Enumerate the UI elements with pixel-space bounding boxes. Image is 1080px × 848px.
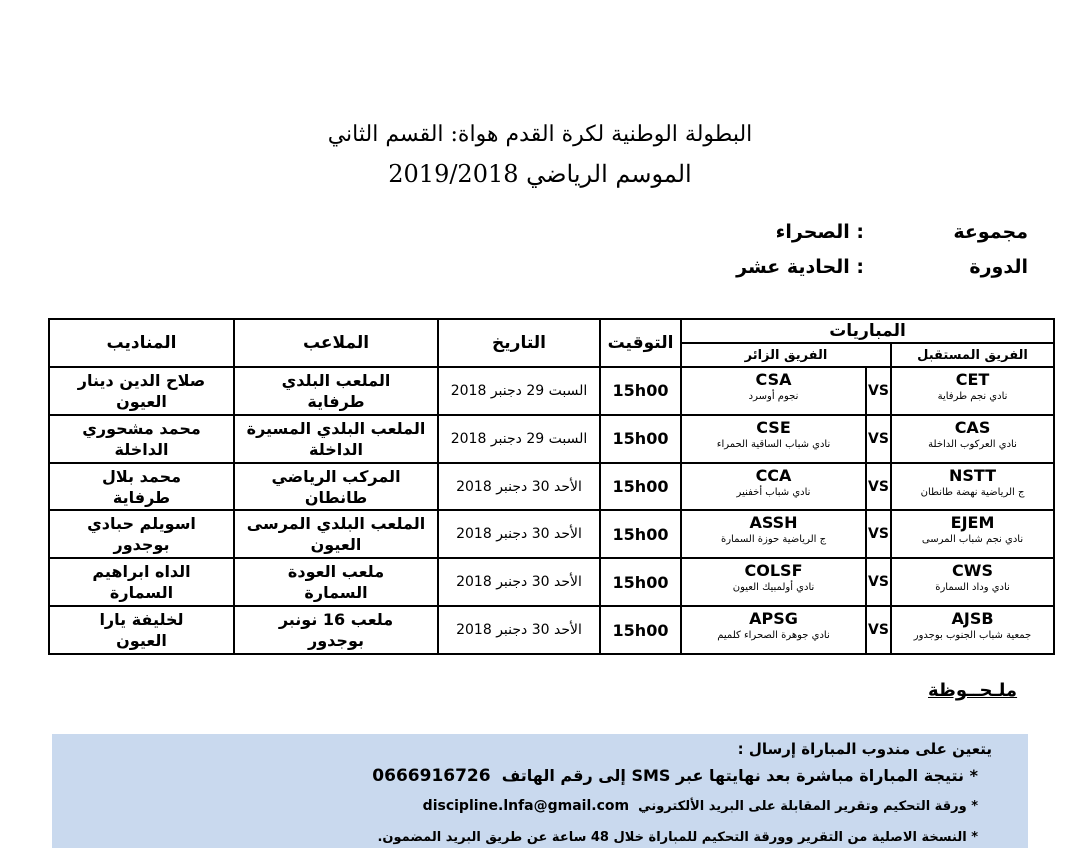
stadium-cell (234, 606, 438, 654)
away-team-code: CCA (755, 465, 792, 485)
table-row (49, 510, 1054, 558)
stadium-name: المركب الرياضي (271, 466, 401, 486)
away-team-name: نادي شباب الساقية الحمراء (716, 438, 831, 450)
match-date: السبت 29 دجنبر 2018 (438, 367, 600, 415)
away-team-name: نادي أولمبيك العيون (732, 582, 815, 594)
home-team-header: الفريق المستقبل (891, 343, 1054, 367)
note-item-original (377, 830, 978, 845)
home-team-cell (891, 367, 1054, 415)
bullet: * (971, 799, 978, 814)
stadium-city: طرفاية (307, 391, 365, 411)
table-row (49, 367, 1054, 415)
group-value: : الصحراء (775, 221, 864, 243)
delegate-name: الداه ابراهيم (92, 562, 191, 582)
championship-title: البطولة الوطنية لكرة القدم هواة: القسم الثاني (327, 122, 753, 147)
delegate-cell (49, 606, 234, 654)
match-time: 15h00 (600, 367, 681, 415)
away-team-code: ASSH (749, 513, 798, 533)
away-team-name: نادي جوهرة الصحراء كلميم (717, 630, 830, 642)
stadium-name: الملعب البلدي المرسى (246, 514, 426, 534)
away-team-cell (681, 606, 866, 654)
match-date: الأحد 30 دجنبر 2018 (438, 463, 600, 511)
home-team-cell (891, 510, 1054, 558)
match-time: 15h00 (600, 558, 681, 606)
stadium-cell (234, 510, 438, 558)
home-team-code: NSTT (948, 465, 997, 485)
match-time: 15h00 (600, 463, 681, 511)
home-team-cell (891, 558, 1054, 606)
bullet: * (971, 830, 978, 845)
stadium-name: ملعب العودة (287, 562, 385, 582)
delegate-cell (49, 558, 234, 606)
matches-header: المباريات (681, 319, 1054, 343)
stadium-city: السمارة (304, 583, 368, 603)
table-row (49, 606, 1054, 654)
delegate-cell (49, 463, 234, 511)
delegate-name: محمد مشحوري (82, 418, 201, 438)
away-team-cell (681, 463, 866, 511)
home-team-name: ج الرياضية نهضة طانطان (920, 486, 1025, 498)
away-team-code: CSE (756, 417, 791, 437)
home-team-code: EJEM (950, 513, 995, 533)
home-team-code: CAS (954, 417, 991, 437)
note-title: ملـحــوظة (928, 680, 1018, 701)
match-date: السبت 29 دجنبر 2018 (438, 415, 600, 463)
away-team-code: COLSF (744, 561, 803, 581)
vs-label: VS (866, 558, 891, 606)
home-team-name: نادي وداد السمارة (935, 582, 1010, 594)
delegate-cell (49, 367, 234, 415)
round-label: الدورة (969, 256, 1028, 278)
home-team-cell (891, 606, 1054, 654)
home-team-name: جمعية شباب الجنوب بوجدور (913, 630, 1032, 642)
stadium-city: بوجدور (308, 631, 364, 651)
home-team-name: نادي نجم شباب المرسى (921, 534, 1024, 546)
away-team-name: نجوم أوسرد (748, 391, 799, 402)
table-row (49, 463, 1054, 511)
vs-label: VS (866, 463, 891, 511)
delegate-header: المناديب (49, 319, 234, 367)
stadium-city: العيون (310, 535, 362, 555)
date-header: التاريخ (438, 319, 600, 367)
home-team-cell (891, 415, 1054, 463)
delegate-name: صلاح الدين دينار (77, 370, 206, 390)
home-team-name: نادي نجم طرفاية (937, 391, 1008, 402)
home-team-cell (891, 463, 1054, 511)
note-item-email (423, 798, 978, 814)
delegate-city: العيون (116, 631, 167, 651)
stadium-name: الملعب البلدي (281, 370, 391, 390)
stadium-name: ملعب 16 نونبر (278, 610, 394, 630)
stadium-name: الملعب البلدي المسيرة (246, 418, 426, 438)
note-item-sms-text: نتيجة المباراة مباشرة بعد نهايتها عبر SMS إلى رقم الهاتف (501, 766, 965, 785)
table-row (49, 558, 1054, 606)
delegate-cell (49, 415, 234, 463)
round-value: : الحادية عشر (736, 256, 864, 278)
away-team-header: الفريق الزائر (681, 343, 891, 367)
note-item-sms (372, 766, 978, 786)
delegate-cell (49, 510, 234, 558)
delegate-name: اسويلم حبادي (87, 514, 196, 534)
table-row (49, 415, 1054, 463)
group-label: مجموعة (953, 221, 1028, 243)
stadium-city: الداخلة (309, 439, 363, 459)
match-time: 15h00 (600, 415, 681, 463)
match-date: الأحد 30 دجنبر 2018 (438, 606, 600, 654)
note-item-email-text: ورقة التحكيم وتقرير المقابلة على البريد الألكتروني (638, 799, 967, 814)
phone-number: 0666916726 (372, 766, 491, 786)
stadium-cell (234, 415, 438, 463)
note-intro: يتعين على مندوب المباراة إرسال : (737, 740, 992, 758)
delegate-name: محمد بلال (101, 466, 181, 486)
match-time: 15h00 (600, 606, 681, 654)
away-team-code: CSA (755, 370, 792, 389)
note-item-original-text: النسخة الاصلية من التقرير وورقة التحكيم للمباراة خلال 48 ساعة عن طريق البريد المضمون. (377, 830, 967, 845)
away-team-cell (681, 510, 866, 558)
delegate-city: بوجدور (113, 535, 170, 555)
delegate-city: طرفاية (112, 487, 171, 507)
away-team-cell (681, 415, 866, 463)
email-address: discipline.lnfa@gmail.com (422, 798, 630, 814)
delegate-city: السمارة (109, 583, 174, 603)
away-team-name: ج الرياضية حوزة السمارة (720, 534, 827, 546)
stadium-header: الملاعب (234, 319, 438, 367)
away-team-name: نادي شباب أخفنير (736, 486, 811, 498)
match-date: الأحد 30 دجنبر 2018 (438, 558, 600, 606)
away-team-code: APSG (749, 609, 798, 629)
home-team-code: CET (955, 370, 990, 389)
home-team-code: AJSB (951, 609, 994, 629)
vs-label: VS (866, 415, 891, 463)
away-team-cell (681, 558, 866, 606)
season-title: الموسم الرياضي 2019/2018 (388, 160, 692, 188)
match-date: الأحد 30 دجنبر 2018 (438, 510, 600, 558)
delegate-name: لخليفة يارا (99, 610, 184, 630)
time-header: التوقيت (600, 319, 681, 367)
schedule-table (48, 318, 1055, 655)
bullet: * (969, 766, 978, 785)
stadium-city: طانطان (304, 487, 368, 507)
vs-label: VS (866, 606, 891, 654)
stadium-cell (234, 463, 438, 511)
away-team-cell (681, 367, 866, 415)
match-time: 15h00 (600, 510, 681, 558)
vs-label: VS (866, 510, 891, 558)
home-team-code: CWS (952, 561, 993, 581)
note-box (52, 734, 1028, 848)
home-team-name: نادي العركوب الداخلة (928, 438, 1017, 450)
delegate-city: الداخلة (114, 439, 169, 459)
delegate-city: العيون (116, 391, 167, 411)
vs-label: VS (866, 367, 891, 415)
stadium-cell (234, 367, 438, 415)
stadium-cell (234, 558, 438, 606)
